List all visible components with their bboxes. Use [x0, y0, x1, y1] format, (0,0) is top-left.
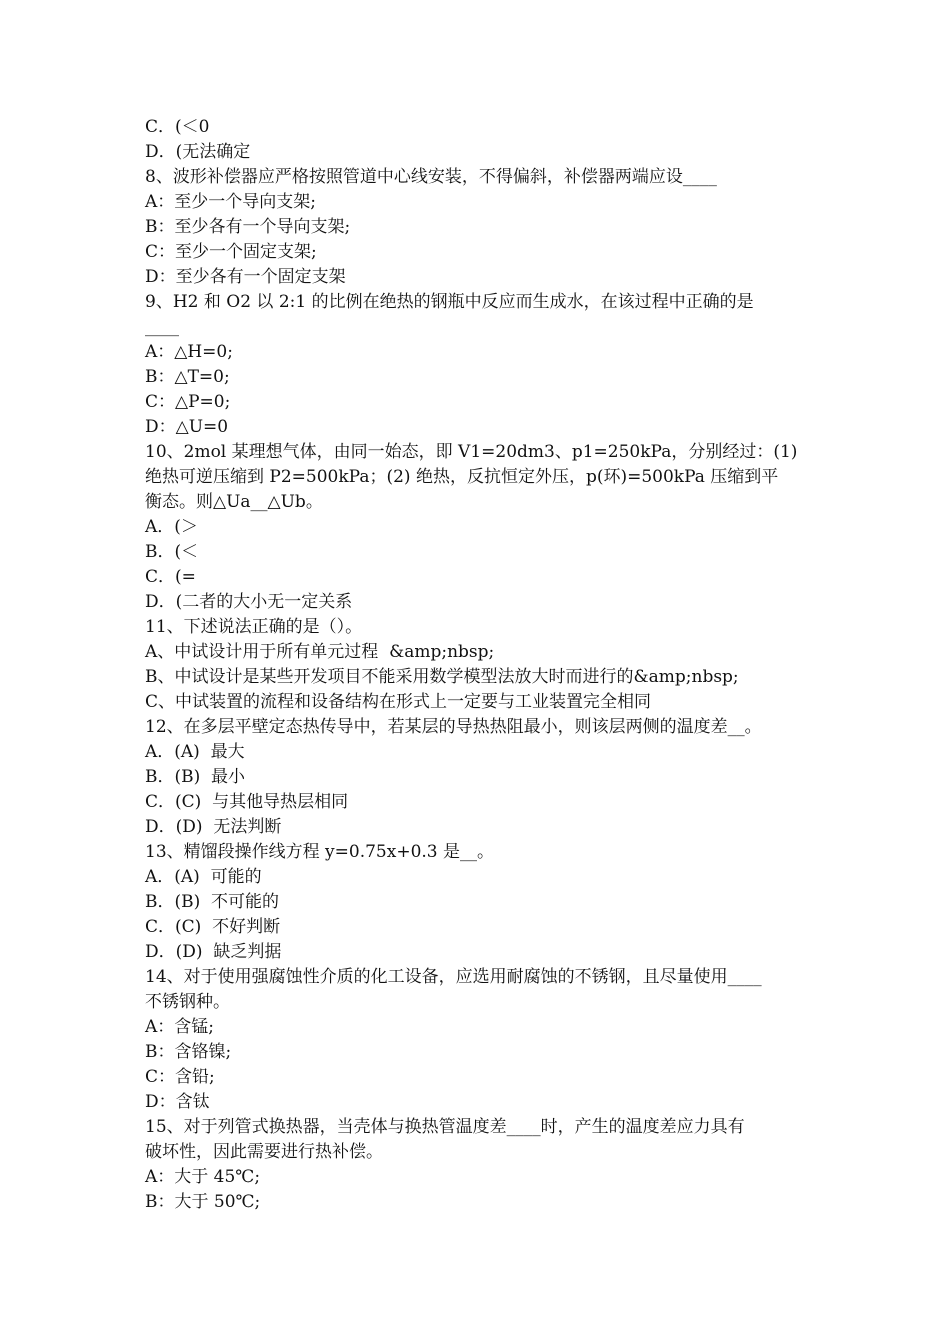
answer-option: B．(B) 不可能的: [145, 892, 280, 912]
answer-option: C．(C) 与其他导热层相同: [145, 792, 349, 812]
answer-option: A．(＞: [145, 517, 198, 537]
answer-option: A．(A) 可能的: [145, 867, 262, 887]
answer-option: C：至少一个固定支架;: [145, 242, 317, 262]
answer-option: B：至少各有一个导向支架;: [145, 217, 351, 237]
answer-option: A：大于 45℃;: [145, 1167, 261, 1187]
question-9: 9、H2 和 O2 以 2:1 的比例在绝热的钢瓶中反应而生成水，在该过程中正确的是: [145, 292, 754, 312]
question-14-continued: 不锈钢种。: [145, 992, 230, 1012]
answer-option: C：含铅;: [145, 1067, 215, 1087]
answer-option: D：至少各有一个固定支架: [145, 267, 346, 287]
answer-option: C．(＜0: [145, 117, 210, 137]
answer-option: C．(=: [145, 567, 196, 587]
answer-option: B．(＜: [145, 542, 199, 562]
question-13: 13、精馏段操作线方程 y=0.75x+0.3 是__。: [145, 842, 495, 862]
answer-option: D．(D) 缺乏判据: [145, 942, 282, 962]
answer-option: B、中试设计是某些开发项目不能采用数学模型法放大时而进行的&amp;nbsp;: [145, 667, 739, 687]
question-15: 15、对于列管式换热器，当壳体与换热管温度差____时，产生的温度差应力具有: [145, 1117, 745, 1137]
answer-option: A：至少一个导向支架;: [145, 192, 317, 212]
answer-option: A．(A) 最大: [145, 742, 245, 762]
answer-option: B：含铬镍;: [145, 1042, 232, 1062]
question-10-continued: 绝热可逆压缩到 P2=500kPa；(2) 绝热，反抗恒定外压，p(环)=500kPa 压缩到平: [145, 467, 779, 487]
question-10-continued: 衡态。则△Ua__△Ub。: [145, 492, 323, 512]
answer-option: D．(无法确定: [145, 142, 251, 162]
question-15-continued: 破坏性，因此需要进行热补偿。: [145, 1142, 383, 1162]
answer-option: B：大于 50℃;: [145, 1192, 261, 1212]
answer-option: C：△P=0;: [145, 392, 231, 412]
answer-option: C．(C) 不好判断: [145, 917, 281, 937]
answer-option: D：含钛: [145, 1092, 210, 1112]
question-12: 12、在多层平壁定态热传导中，若某层的导热热阻最小，则该层两侧的温度差__。: [145, 717, 762, 737]
question-8: 8、波形补偿器应严格按照管道中心线安装，不得偏斜，补偿器两端应设____: [145, 167, 717, 187]
question-11: 11、下述说法正确的是（）。: [145, 617, 363, 637]
answer-option: B：△T=0;: [145, 367, 230, 387]
answer-option: A、中试设计用于所有单元过程 &amp;nbsp;: [145, 642, 495, 662]
answer-option: C、中试装置的流程和设备结构在形式上一定要与工业装置完全相同: [145, 692, 652, 712]
question-14: 14、对于使用强腐蚀性介质的化工设备，应选用耐腐蚀的不锈钢，且尽量使用____: [145, 967, 762, 987]
answer-option: A：△H=0;: [145, 342, 233, 362]
answer-option: B．(B) 最小: [145, 767, 246, 787]
answer-option: A：含锰;: [145, 1017, 215, 1037]
answer-option: D．(D) 无法判断: [145, 817, 282, 837]
document-body: [145, 115, 810, 1215]
answer-option: D．(二者的大小无一定关系: [145, 592, 353, 612]
question-9-continued: ____: [145, 317, 179, 337]
question-10: 10、2mol 某理想气体，由同一始态，即 V1=20dm3、p1=250kPa，分别经过：(1): [145, 442, 798, 462]
answer-option: D：△U=0: [145, 417, 229, 437]
